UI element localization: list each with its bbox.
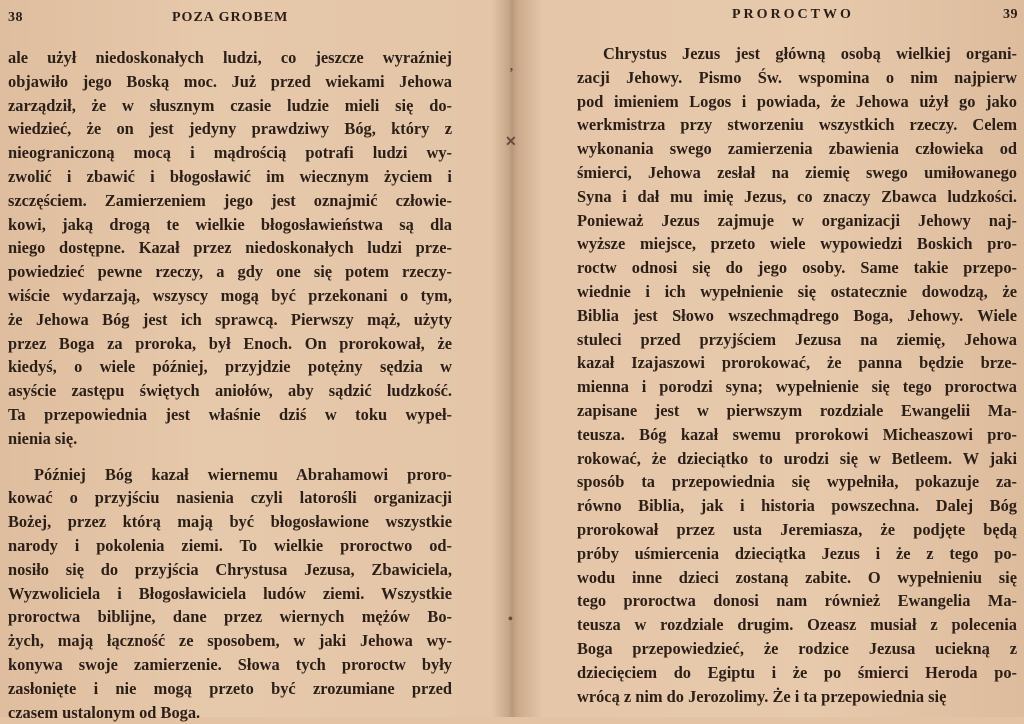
text-line: wodu inne dzieci zostaną zabite. O wypełnieniu się (577, 567, 1017, 587)
text-line: szczęściem. Zamierzeniem jego jest oznajmić człowie- (8, 190, 452, 210)
text-line: nieograniczoną mocą i mądrością potrafi ludzi wy- (8, 143, 452, 163)
right-running-title: PROROCTWO (732, 7, 854, 22)
text-line: ale użył niedoskonałych ludzi, co jeszcze wyraźniej (8, 48, 452, 67)
text-line: zwolić i zbawić i błogosławić im wiecznym życiem i (8, 166, 452, 186)
text-line: nosiło się do przyjścia Chrystusa Jezusa, Zbawiciela, (8, 559, 452, 579)
margin-speck: • (508, 612, 513, 627)
text-line: wykonania swego zamierzenia zbawienia człowieka od (577, 139, 1017, 159)
text-line: teusza. Bóg kazał swemu prorokowi Micheaszowi pro- (577, 424, 1017, 444)
text-line: powiedzieć pewne rzeczy, a gdy one się potem rzeczy- (8, 262, 452, 282)
right-page (520, 0, 1024, 717)
text-line: zacji Jehowy. Pismo Św. wspomina o nim najpierw (577, 67, 1017, 87)
text-line: werkmistrza przy stworzeniu wszystkich rzeczy. Celem (577, 115, 1017, 135)
left-body-text (8, 46, 452, 724)
text-line: kowi, jaką drogą te wielkie błogosławieństwa są dla (8, 214, 452, 234)
text-line: rokować, że dzieciątko to urodzi się w Betleem. W jaki (577, 448, 1017, 468)
text-line: równo Biblia, jak i historia powszechna. Dalej Bóg (577, 496, 1017, 516)
text-line: niego dostępne. Kazał przez niedoskonałych ludzi prze- (8, 238, 452, 258)
text-line: narody i pokolenia ziemi. To wielkie proroctwo od- (8, 535, 452, 555)
text-line: asyście zastępu świętych aniołów, aby sądzić ludzkość. (8, 381, 452, 401)
text-line: śmierci, Jehowa zesłał na ziemię swego umiłowanego (577, 162, 1017, 182)
text-line: objawiło jego Boską moc. Już przed wiekami Jehowa (8, 71, 452, 91)
text-line: Ponieważ Jezus zajmuje w organizacji Jehowy naj- (577, 210, 1017, 230)
text-line: Biblia jest Słowo wszechmądrego Boga, Jehowy. Wiele (577, 305, 1017, 325)
text-line: próby uśmiercenia dzieciątka Jezus i że z tego po- (577, 543, 1017, 563)
text-line: sposób ta przepowiednia się wypełniła, pokazuje za- (577, 472, 1017, 492)
left-page-number: 38 (8, 10, 23, 25)
left-running-title: POZA GROBEM (172, 10, 289, 25)
text-line: wyższe miejsce, przeto wiele wypowiedzi Boskich pro- (577, 234, 1017, 254)
text-line: Syna i dał mu imię Jezus, co znaczy Zbawca ludzkości. (577, 186, 1017, 206)
text-line: stuleci przed przyjściem Jezusa na ziemię, Jehowa (577, 329, 1017, 349)
right-page-number: 39 (1003, 7, 1018, 22)
right-running-head (520, 6, 1024, 30)
text-line: kować o przyjściu nasienia czyli latorośli organizacji (8, 488, 452, 508)
text-line: pod imieniem Logos i powiada, że Jehowa użył go jako (577, 91, 1017, 111)
text-line: kiedyś, o wiele później, przyjdzie potężny sędzia w (8, 357, 452, 377)
text-line: że Jehowa Bóg jest ich sprawcą. Pierwszy mąż, użyty (8, 309, 452, 329)
text-line: czasem ustalonym od Boga. (8, 702, 201, 722)
left-page (0, 0, 505, 722)
paragraph-gap (8, 451, 452, 463)
text-line: konywa swoje zamierzenie. Słowa tych proroctw były (8, 654, 452, 674)
text-line: dziecięciem do Egiptu i że po śmierci Heroda po- (577, 662, 1017, 682)
text-line: prorokował przez usta Jeremiasza, że podjęte będą (577, 519, 1017, 539)
text-line: Bożej, przez którą mają być błogosławione wszystkie (8, 512, 452, 532)
text-line: wiednie i ich wypełnienie się ostatecznie dowodzą, że (577, 281, 1017, 301)
right-body-text (577, 42, 1017, 708)
text-line: nienia się. (8, 428, 78, 448)
text-line: teusza w rozdziale drugim. Ozeasz musiał z polecenia (577, 615, 1017, 635)
text-line: żych, mają łączność ze sposobem, w jaki Jehowa wy- (8, 631, 452, 651)
text-line: wiedzieć, że on jest jedyny prawdziwy Bóg, który z (8, 119, 452, 139)
text-line: kazał Izajaszowi prorokować, że panna będzie brze- (577, 353, 1017, 373)
text-line: Później Bóg kazał wiernemu Abrahamowi proro- (34, 464, 452, 484)
margin-speck: ✕ (505, 135, 517, 150)
text-line: proroctwa biblijne, dane przez wiernych mężów Bo- (8, 607, 452, 627)
text-line: wiście wydarzają, wszyscy mogą być przekonani o tym, (8, 285, 452, 305)
text-line: Ta przepowiednia jest właśnie dziś w toku wypeł- (8, 404, 452, 424)
text-line: mienna i porodzi syna; wypełnienie się tego proroctwa (577, 377, 1017, 397)
text-line: Boga przepowiedzieć, że rodzice Jezusa uciekną z (577, 638, 1017, 658)
text-line: tego proroctwa donosi nam również Ewangelia Ma- (577, 591, 1017, 611)
text-line: wrócą z nim do Jerozolimy. Że i ta przepowiednia się (577, 686, 947, 706)
text-line: zapisane jest w pierwszym rozdziale Ewangelii Ma- (577, 400, 1017, 420)
text-line: zasłonięte i nie mogą przeto być zrozumiane przed (8, 678, 452, 698)
text-line: zarządził, że w słusznym czasie ludzie mieli się do- (8, 95, 452, 115)
text-line: Wyzwoliciela i Błogosławiciela ludów ziemi. Wszystkie (8, 583, 452, 603)
left-running-head (0, 6, 505, 30)
text-line: roctw odnosi się do jego osoby. Same takie przepo- (577, 258, 1017, 278)
margin-speck: ’ (509, 66, 514, 81)
text-line: przez Boga za proroka, był Enoch. On prorokował, że (8, 333, 452, 353)
text-line: Chrystus Jezus jest główną osobą wielkiej organi- (603, 44, 1017, 63)
